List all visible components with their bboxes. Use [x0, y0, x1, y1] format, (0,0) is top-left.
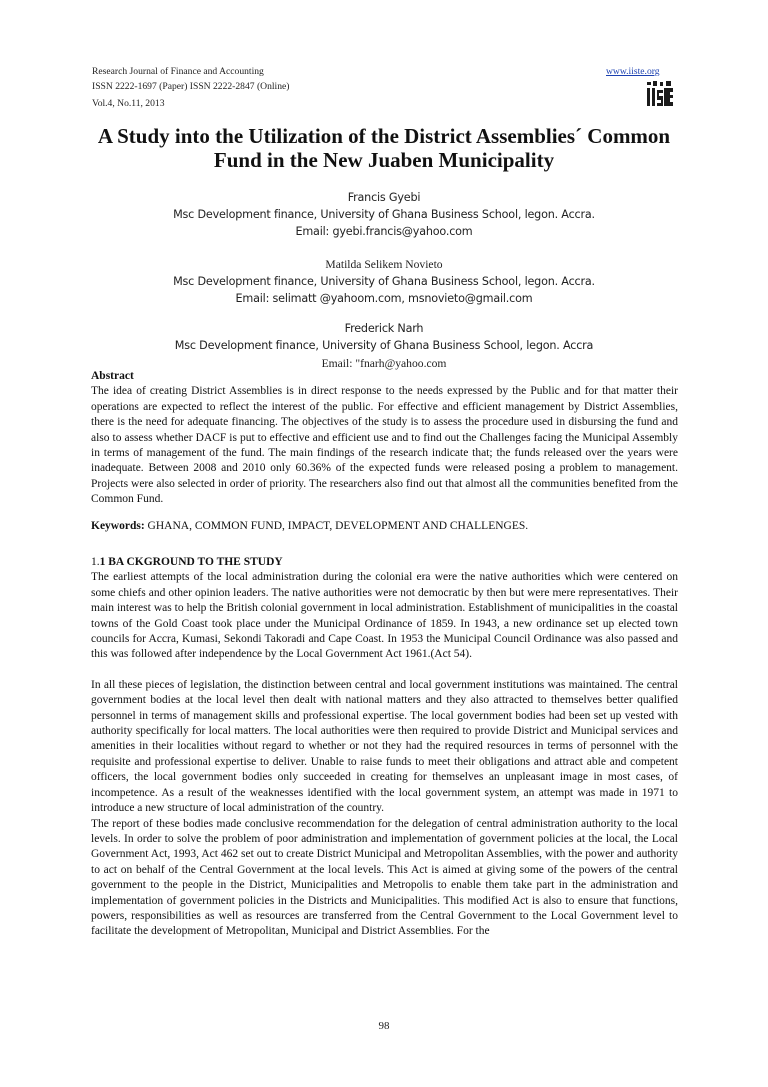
section-background: [91, 555, 678, 940]
page-number: 98: [378, 1020, 390, 1032]
body-paragraph: The report of these bodies made conclusive recommendation for the delegation of central administration authority to the local levels. In order to solve the problem of poor administration and implementation of government policies at the local, the Local Government Act, 1993, Act 462 set out to create District Municipal and Metropolitan Assemblies, with the power and authority to act on behalf of the Central Government at the local levels. This Act is aimed at giving some of the powers of the central government to the people in the District, Municipalities and Metropolis to enable them take part in the administration and implementation of government policies in the Districts and Municipalities. This modified Act is also to ensure that functions, powers, responsibilities as well as resources are transferred from the Central Government to the Local Government level to facilitate the development of Metropolitan, Municipal and District Assemblies. For the: [91, 817, 678, 938]
section-heading: [91, 555, 678, 570]
author-email: Email: "fnarh@yahoo.com: [321, 357, 447, 370]
keywords-label: Keywords:: [91, 520, 145, 532]
section-number: 1.: [91, 556, 100, 568]
keywords-line: [91, 519, 678, 534]
author-affiliation: Msc Development finance, University of Ghana Business School, legon. Accra.: [173, 275, 595, 288]
abstract-heading: Abstract: [91, 370, 134, 382]
body-paragraph: The earliest attempts of the local administration during the colonial era were the native authorities which were centered on some chiefs and other opinion leaders. The native authorities were not democratic by then but were mere representatives. Their main interest was to help the British colonial government in local administration. Establishment of municipalities in the coastal towns of the Gold Coast took place under the Municipal Ordinance of 1859. In 1943, a new ordinance set up elected town councils for Accra, Kumasi, Sekondi Takoradi and Cape Coast. In 1953 the Municipal Council Ordinance was also passed and this was followed after independence by the Local Government Act 1961.(Act 54).: [91, 571, 678, 661]
journal-volume: Vol.4, No.11, 2013: [92, 98, 165, 109]
keywords-text: GHANA, COMMON FUND, IMPACT, DEVELOPMENT AND CHALLENGES.: [144, 520, 529, 532]
paper-title: A Study into the Utilization of the District Assemblies´ Common Fund in the New Juaben Municipality: [97, 124, 671, 172]
journal-name: Research Journal of Finance and Accounting: [92, 66, 264, 77]
iiste-logo-icon: [646, 81, 674, 108]
author-name: Frederick Narh: [344, 322, 424, 335]
author-affiliation: Msc Development finance, University of Ghana Business School, legon. Accra.: [173, 208, 595, 221]
author-name: Matilda Selikem Novieto: [325, 258, 443, 271]
section-title: 1 BA CKGROUND TO THE STUDY: [99, 556, 283, 568]
author-name: Francis Gyebi: [347, 191, 421, 204]
journal-url-link[interactable]: www.iiste.org: [606, 66, 660, 77]
author-email: Email: selimatt @yahoom.com, msnovieto@gmail.com: [235, 292, 533, 305]
abstract-text: The idea of creating District Assemblies is in direct response to the needs expressed by the Public and for that matter their operations are expected to reflect the interest of the public. For effective and efficient management by District Assemblies, there is the need for adequate financing. The objectives of the study is to assess the procedure used in disbursing the fund and also to assess whether DACF is put to effective and efficient use and to find out the Challenges facing the Municipal Assembly in terms of management of the fund. The main findings of the research indicate that; the funds released over the years were inadequate. Between 2008 and 2010 only 60.36% of the expected funds were released posing a problem to management. Projects were also selected in order of priority. The researchers also find out that almost all the communities benefited from the Common Fund.: [91, 385, 678, 506]
author-email: Email: gyebi.francis@yahoo.com: [295, 225, 473, 238]
body-paragraph: In all these pieces of legislation, the distinction between central and local government institutions was maintained. The central government bodies at the local level then dealt with national matters and they also attracted to themselves better qualified personnel in terms of management skills and professional expertise. The local government bodies had been set up vested with authority specifically for local matters. The local authorities were then required to provide District and Municipal services and amenities in their localities without regard to whether or not they had the required resources in terms of personnel with the requisite and professional expertise to deliver. Unable to raise funds to meet their obligations and attract able and competent officers, the local government bodies only succeeded in creating for themselves an unpleasant image in most cases, of incompetence. As a result of the weaknesses identified with the local government system, an attempt was made in 1971 to introduce a new structure of local administration of the country.: [91, 678, 678, 815]
journal-issn: ISSN 2222-1697 (Paper) ISSN 2222-2847 (Online): [92, 81, 290, 92]
abstract-section: [91, 369, 678, 508]
author-affiliation: Msc Development finance, University of Ghana Business School, legon. Accra: [174, 339, 594, 352]
